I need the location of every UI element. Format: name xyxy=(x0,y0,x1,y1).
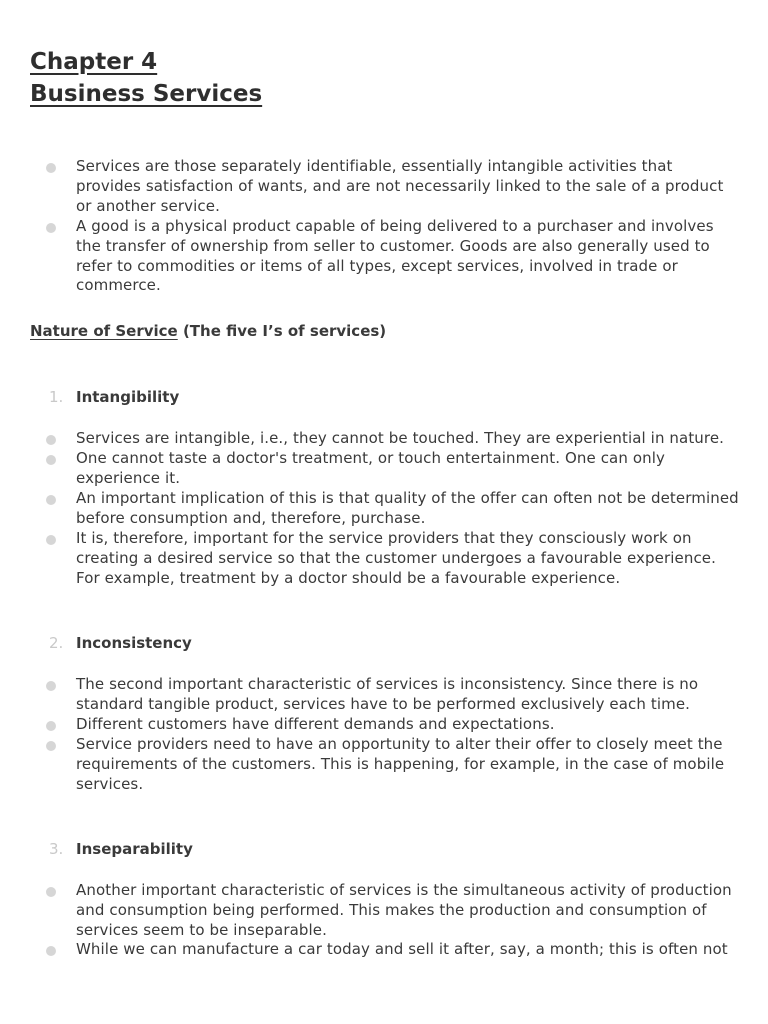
bullet-icon xyxy=(46,887,56,897)
section-title: Inconsistency xyxy=(76,634,192,652)
bullet-icon xyxy=(46,495,56,505)
bullet-text: It is, therefore, important for the service providers that they consciously work on creating a desired service so that the customer undergoes a favourable experience. For example, treatment by a doctor should be a favourable experience. xyxy=(76,529,716,587)
bullet-text: One cannot taste a doctor's treatment, or touch entertainment. One can only experience it. xyxy=(76,449,665,487)
bullet-icon xyxy=(46,721,56,731)
chapter-number: Chapter 4 xyxy=(30,49,158,75)
section-heading xyxy=(0,387,768,407)
nature-heading-text: Nature of Service xyxy=(30,322,178,340)
bullet-text: The second important characteristic of services is inconsistency. Since there is no standard tangible product, services have to be performed exclusively each time. xyxy=(76,675,699,713)
bullet-icon xyxy=(46,946,56,956)
bullet-icon xyxy=(46,223,56,233)
section-number: 3. xyxy=(49,840,64,858)
nature-subheading-text: (The five I’s of services) xyxy=(177,322,387,340)
bullet-icon xyxy=(46,163,56,173)
bullet-text: Different customers have different demands and expectations. xyxy=(76,715,555,733)
nature-of-service-heading xyxy=(30,321,386,341)
chapter-title: Business Services xyxy=(30,81,263,107)
bullet-icon xyxy=(46,535,56,545)
bullet-text: Service providers need to have an opportunity to alter their offer to closely meet the requirements of the customers. This is happening, for example, in the case of mobile services. xyxy=(76,735,725,793)
bullet-text: A good is a physical product capable of being delivered to a purchaser and involves the transfer of ownership from seller to customer. Goods are also generally used to refer to commodities or items of all types, except services, involved in trade or commerce. xyxy=(76,217,714,295)
section-title: Intangibility xyxy=(76,388,180,406)
bullet-text: Services are intangible, i.e., they cannot be touched. They are experiential in nature. xyxy=(76,429,725,447)
bullet-icon xyxy=(46,681,56,691)
bullet-text: While we can manufacture a car today and sell it after, say, a month; this is often not xyxy=(76,940,728,958)
section-number: 1. xyxy=(49,388,64,406)
bullet-text: Services are those separately identifiable, essentially intangible activities that provides satisfaction of wants, and are not necessarily linked to the sale of a product or another service. xyxy=(76,157,724,215)
bullet-icon xyxy=(46,455,56,465)
bullet-text: Another important characteristic of services is the simultaneous activity of production and consumption being performed. This makes the production and consumption of services seem to be inseparable. xyxy=(76,881,732,939)
page-title xyxy=(30,46,262,110)
section-title: Inseparability xyxy=(76,840,193,858)
bullet-icon xyxy=(46,435,56,445)
section-number: 2. xyxy=(49,634,64,652)
bullet-text: An important implication of this is that quality of the offer can often not be determined before consumption and, therefore, purchase. xyxy=(76,489,739,527)
section-heading xyxy=(0,633,768,653)
bullet-icon xyxy=(46,741,56,751)
section-heading xyxy=(0,839,768,859)
